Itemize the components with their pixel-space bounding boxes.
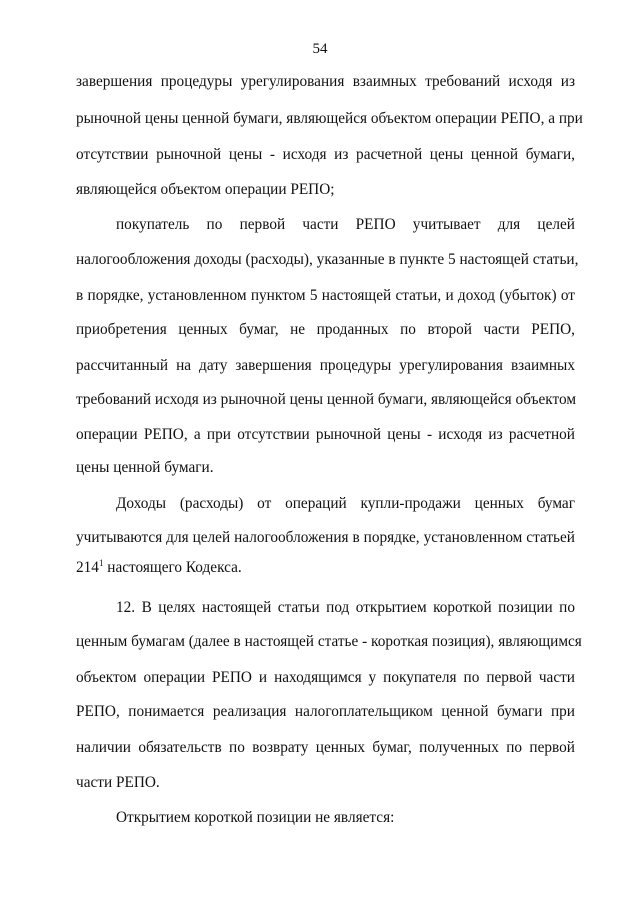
text-line: Открытием короткой позиции не является: [116, 809, 395, 826]
text-line: учитываются для целей налогообложения в порядке, установленном статьей [76, 529, 575, 546]
text-line: отсутствии рыночной цены - исходя из расчетной цены ценной бумаги, [76, 146, 575, 163]
text-line: части РЕПО. [76, 774, 160, 791]
text-line: рассчитанный на дату завершения процедуры урегулирования взаимных [76, 357, 575, 374]
article-superscript: 1 [98, 558, 104, 568]
text-line: цены ценной бумаги. [76, 459, 214, 476]
text-line: покупатель по первой части РЕПО учитывает для целей [116, 216, 575, 233]
text-line: 12. В целях настоящей статьи под открытием короткой позиции по [116, 599, 575, 616]
text-line: завершения процедуры урегулирования взаимных требований исходя из [76, 73, 575, 90]
text-line: РЕПО, понимается реализация налогоплательщиком ценной бумаги при [76, 703, 575, 720]
text-line: требований исходя из рыночной цены ценной бумаги, являющейся объектом [76, 391, 577, 408]
text-line: налогообложения доходы (расходы), указанные в пункте 5 настоящей статьи, [76, 251, 579, 268]
page-number: 54 [312, 41, 328, 57]
text-line: объектом операции РЕПО и находящимся у покупателя по первой части [76, 669, 575, 686]
text-line: наличии обязательств по возврату ценных бумаг, полученных по первой [76, 739, 575, 756]
text-line: приобретения ценных бумаг, не проданных по второй части РЕПО, [76, 321, 575, 338]
text-line: ценным бумагам (далее в настоящей статье - короткая позиция), являющимся [76, 633, 582, 650]
text-line: операции РЕПО, а при отсутствии рыночной цены - исходя из расчетной [76, 426, 575, 443]
text-line: в порядке, установленном пунктом 5 настоящей статьи, и доход (убыток) от [76, 287, 575, 304]
text-line: рыночной цены ценной бумаги, являющейся объектом операции РЕПО, а при [76, 110, 583, 127]
text-line-with-footnote [76, 558, 575, 578]
text-line: являющейся объектом операции РЕПО; [76, 181, 335, 198]
text-line-rest: настоящего Кодекса. [103, 559, 242, 576]
article-number: 214 [76, 559, 99, 576]
text-line: Доходы (расходы) от операций купли-продажи ценных бумаг [116, 495, 575, 512]
